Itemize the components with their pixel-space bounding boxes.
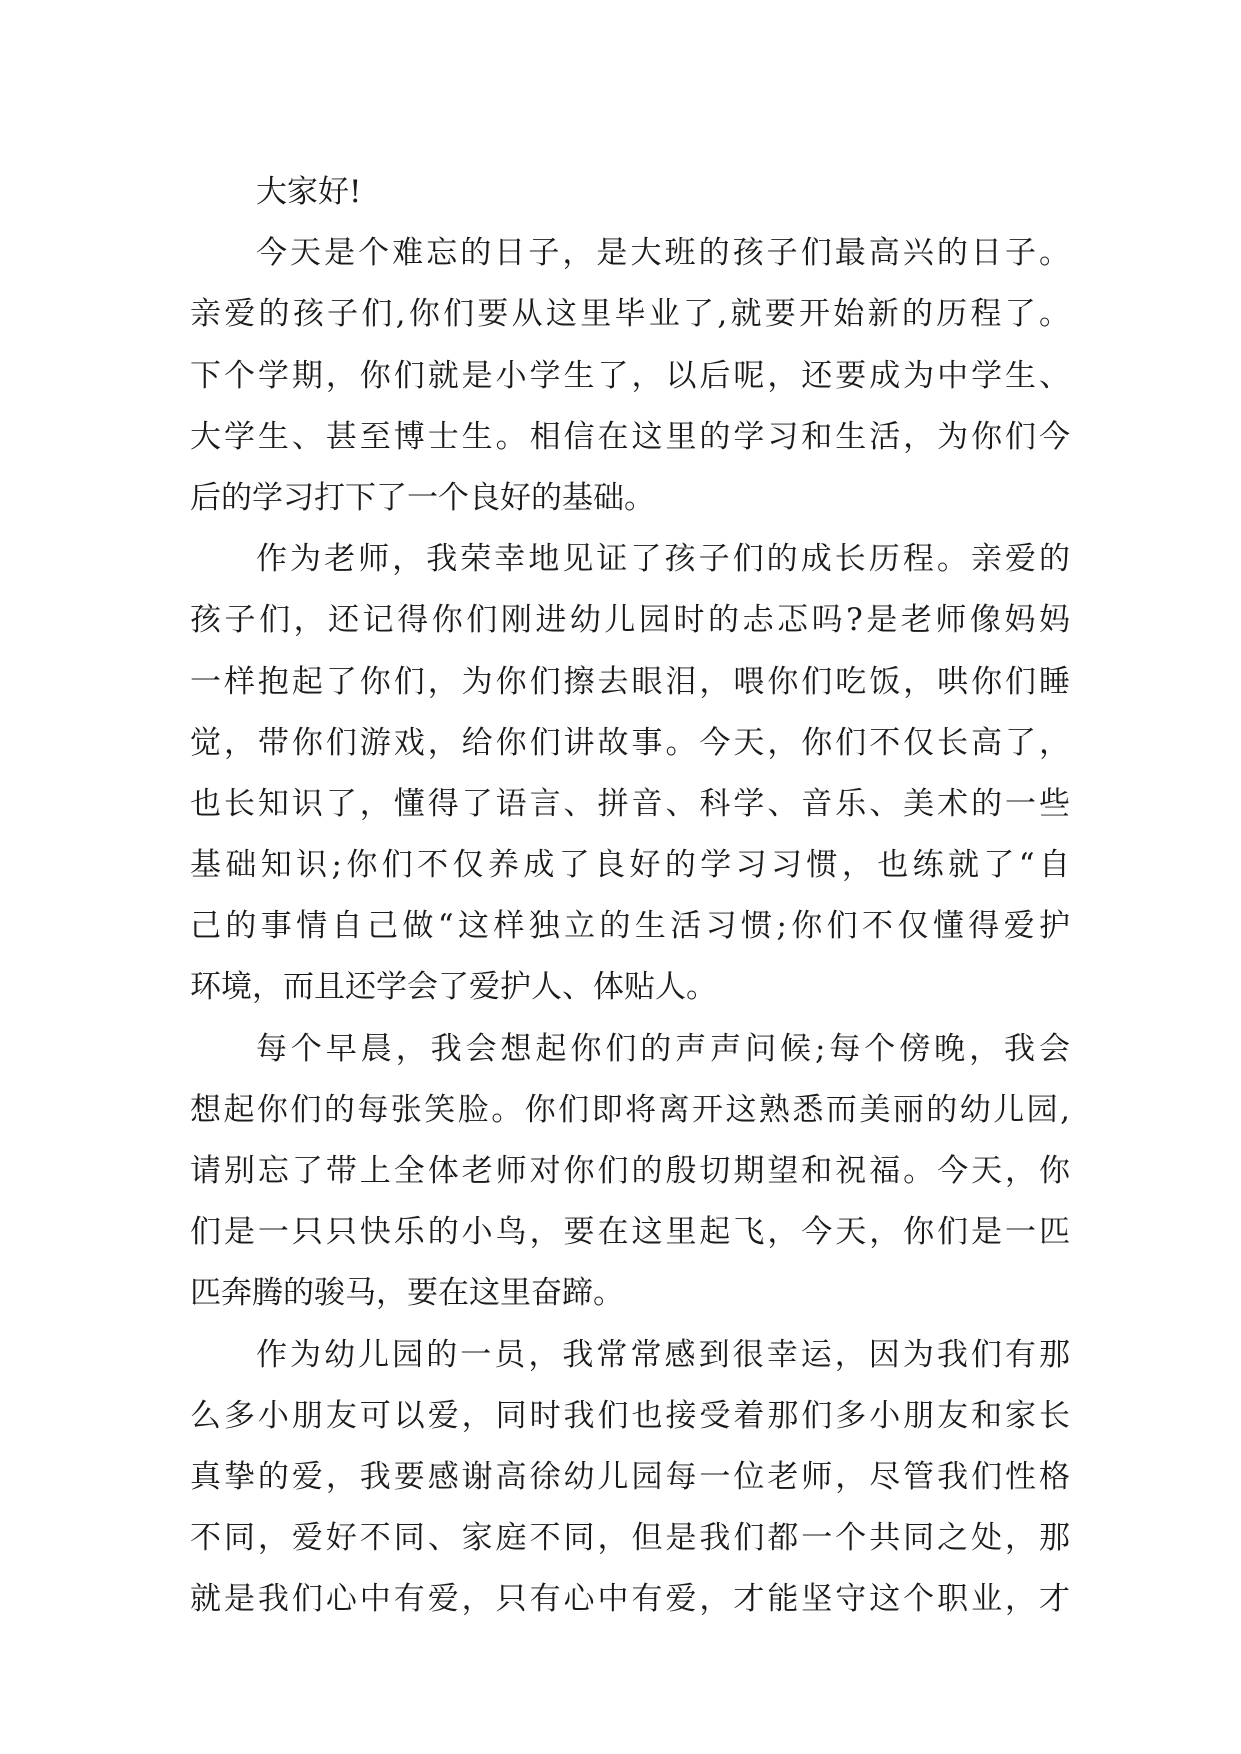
paragraph-line: 环境，而且还学会了爱护人、体贴人。 bbox=[190, 969, 717, 1006]
paragraph-line: 么多小朋友可以爱，同时我们也接受着那们多小朋友和家长 bbox=[190, 1397, 1070, 1434]
paragraph-line: 不同，爱好不同、家庭不同，但是我们都一个共同之处，那 bbox=[190, 1520, 1070, 1557]
paragraph-line: 己的事情自己做“这样独立的生活习惯;你们不仅懂得爱护 bbox=[190, 908, 1070, 945]
paragraph-line: 一样抱起了你们，为你们擦去眼泪，喂你们吃饭，哄你们睡 bbox=[190, 663, 1070, 700]
paragraph-line: 真挚的爱，我要感谢高徐幼儿园每一位老师，尽管我们性格 bbox=[190, 1458, 1070, 1495]
paragraph-4 bbox=[190, 1325, 1070, 1631]
paragraph-line: 孩子们，还记得你们刚进幼儿园时的忐忑吗?是老师像妈妈 bbox=[190, 602, 1070, 639]
paragraph-line: 也长知识了，懂得了语言、拼音、科学、音乐、美术的一些 bbox=[190, 785, 1070, 822]
paragraph-line: 亲爱的孩子们,你们要从这里毕业了,就要开始新的历程了。 bbox=[190, 296, 1070, 333]
paragraph-line: 下个学期，你们就是小学生了，以后呢，还要成为中学生、 bbox=[190, 357, 1070, 394]
paragraph-line: 请别忘了带上全体老师对你们的殷切期望和祝福。今天，你 bbox=[190, 1153, 1070, 1189]
paragraph-line: 匹奔腾的骏马，要在这里奋蹄。 bbox=[190, 1275, 624, 1312]
paragraph-line: 每个早晨，我会想起你们的声声问候;每个傍晚，我会 bbox=[256, 1030, 1070, 1067]
paragraph-line: 后的学习打下了一个良好的基础。 bbox=[190, 479, 655, 516]
paragraph-1 bbox=[190, 223, 1070, 529]
greeting-line: 大家好! bbox=[256, 174, 362, 210]
paragraph-line: 作为幼儿园的一员，我常常感到很幸运，因为我们有那 bbox=[256, 1336, 1070, 1373]
document-body bbox=[190, 162, 1070, 1631]
paragraph-line: 就是我们心中有爱，只有心中有爱，才能坚守这个职业，才 bbox=[190, 1581, 1070, 1618]
paragraph-line: 们是一只只快乐的小鸟，要在这里起飞，今天，你们是一匹 bbox=[190, 1214, 1070, 1251]
paragraph-line: 基础知识;你们不仅养成了良好的学习习惯，也练就了“自 bbox=[190, 847, 1070, 884]
paragraph-line: 今天是个难忘的日子，是大班的孩子们最高兴的日子。 bbox=[256, 235, 1070, 272]
paragraph-line: 作为老师，我荣幸地见证了孩子们的成长历程。亲爱的 bbox=[256, 541, 1070, 578]
paragraph-line: 想起你们的每张笑脸。你们即将离开这熟悉而美丽的幼儿园, bbox=[190, 1091, 1070, 1128]
paragraph-line: 觉，带你们游戏，给你们讲故事。今天，你们不仅长高了， bbox=[190, 724, 1070, 761]
paragraph-2 bbox=[190, 529, 1070, 1019]
paragraph-3 bbox=[190, 1019, 1070, 1325]
paragraph-line: 大学生、甚至博士生。相信在这里的学习和生活，为你们今 bbox=[190, 418, 1070, 455]
